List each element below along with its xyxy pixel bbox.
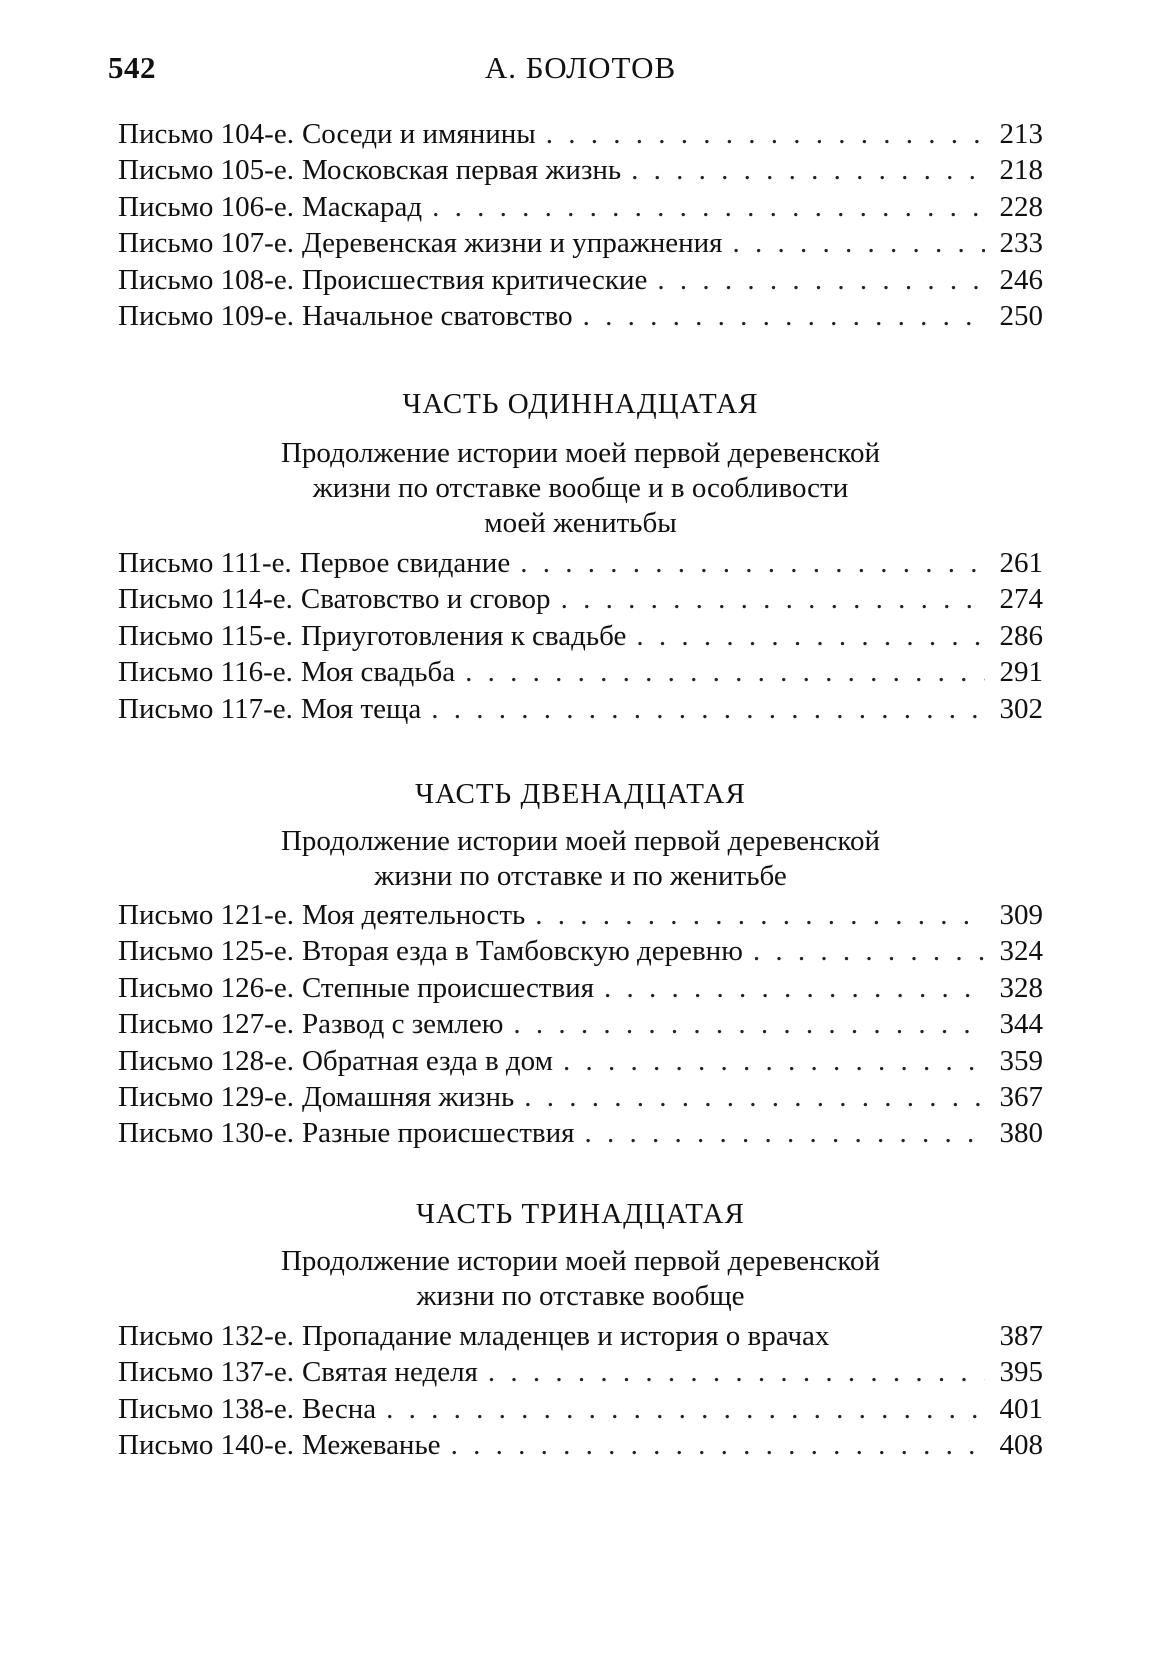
toc-entry-page: 274 [999, 583, 1043, 616]
toc-entry-number: Письмо 121-е. [118, 899, 294, 931]
toc-entry-page: 218 [999, 154, 1043, 187]
toc-entry-page: 286 [999, 619, 1043, 652]
toc-entry-page: 309 [999, 899, 1043, 931]
toc-list-continuation [118, 118, 1043, 336]
toc-entry-page: 324 [999, 935, 1043, 968]
toc-entry-number: Письмо 138-е. [118, 1392, 294, 1425]
toc-entry-title: Весна [301, 1392, 377, 1425]
toc-entry-page: 367 [999, 1080, 1043, 1113]
toc-entry-title: Моя свадьба [300, 656, 456, 689]
toc-entry-title: Межеванье [301, 1429, 441, 1462]
toc-list-part-thirteen [118, 1320, 1043, 1466]
toc-entry-page: 380 [999, 1117, 1043, 1150]
running-title: А. БОЛОТОВ [484, 50, 677, 85]
running-head [108, 50, 1053, 90]
toc-entry-number: Письмо 105-е. [118, 154, 294, 187]
toc-entry [118, 118, 1043, 154]
dot-leader [432, 191, 985, 224]
toc-entry-number: Письмо 129-е. [118, 1080, 294, 1113]
toc-entry-number: Письмо 132-е. [118, 1320, 294, 1352]
toc-entry-number: Письмо 130-е. [118, 1117, 294, 1150]
toc-list-part-twelve [118, 899, 1043, 1154]
toc-entry [118, 620, 1043, 656]
toc-entry [118, 300, 1043, 336]
toc-entry-page: 302 [999, 692, 1043, 725]
toc-entry-number: Письмо 126-е. [118, 971, 294, 1004]
toc-entry-title: Приуготовления к свадьбе [300, 619, 627, 652]
toc-entry [118, 547, 1043, 583]
toc-entry-title: Первое свидание [299, 547, 511, 579]
toc-entry-number: Письмо 115-е. [118, 619, 293, 652]
dot-leader [524, 1081, 985, 1114]
toc-entry-page: 344 [999, 1008, 1043, 1041]
dot-leader [657, 264, 985, 297]
toc-entry-number: Письмо 107-е. [118, 227, 294, 260]
toc-entry [118, 1081, 1043, 1117]
toc-entry [118, 972, 1043, 1008]
dot-leader [488, 1356, 985, 1389]
toc-entry-number: Письмо 128-е. [118, 1044, 294, 1077]
toc-entry [118, 154, 1043, 190]
part-subtitle-line: Продолжение истории моей первой деревенской [280, 825, 881, 857]
toc-entry-title: Соседи и имянины [301, 118, 536, 150]
toc-entry-page: 387 [999, 1320, 1043, 1352]
part-subtitle-thirteen [108, 1244, 1053, 1314]
toc-entry-page: 233 [999, 227, 1043, 260]
dot-leader [513, 1008, 985, 1041]
part-subtitle-line: жизни по отставке и по женитьбе [374, 860, 787, 892]
dot-leader [431, 693, 985, 726]
toc-entry [118, 656, 1043, 692]
part-subtitle-line: Продолжение истории моей первой деревенской [280, 1245, 881, 1277]
toc-entry-page: 213 [999, 118, 1043, 150]
dot-leader [584, 1117, 985, 1150]
toc-entry [118, 1393, 1043, 1429]
toc-entry-number: Письмо 125-е. [118, 935, 294, 968]
toc-entry-number: Письмо 116-е. [118, 656, 293, 689]
toc-entry [118, 583, 1043, 619]
toc-entry [118, 1008, 1043, 1044]
toc-entry [118, 693, 1043, 729]
toc-entry-page: 359 [999, 1044, 1043, 1077]
toc-entry-title: Домашняя жизнь [301, 1080, 515, 1113]
toc-entry-number: Письмо 127-е. [118, 1008, 294, 1041]
toc-entry-title: Святая неделя [301, 1356, 478, 1389]
dot-leader [465, 656, 985, 689]
toc-entry-number: Письмо 109-е. [118, 299, 294, 332]
dot-leader [733, 227, 986, 260]
toc-entry-title: Пропадание младенцев и история о врачах [301, 1320, 830, 1352]
toc-entry [118, 1045, 1043, 1081]
toc-entry-page: 408 [999, 1429, 1043, 1462]
toc-entry-page: 291 [999, 656, 1043, 689]
toc-entry-page: 395 [999, 1356, 1043, 1389]
dot-leader [604, 972, 985, 1005]
dot-leader [451, 1429, 985, 1462]
toc-entry-page: 250 [999, 299, 1043, 332]
toc-entry-number: Письмо 111-е. [118, 547, 292, 579]
toc-entry-title: Начальное сватовство [301, 299, 573, 332]
toc-entry [118, 191, 1043, 227]
toc-entry-page: 228 [999, 190, 1043, 223]
dot-leader [753, 935, 985, 968]
toc-entry-number: Письмо 114-е. [118, 583, 293, 616]
toc-entry-title: Маскарад [301, 190, 423, 223]
part-heading-twelve: ЧАСТЬ ДВЕНАДЦАТАЯ [415, 778, 746, 810]
toc-entry-number: Письмо 108-е. [118, 263, 294, 296]
dot-leader [386, 1393, 985, 1426]
toc-entry-page: 261 [999, 547, 1043, 579]
toc-entry-page: 328 [999, 971, 1043, 1004]
toc-entry-title: Степные происшествия [301, 971, 595, 1004]
toc-entry-number: Письмо 106-е. [118, 190, 294, 223]
dot-leader [636, 620, 985, 653]
dot-leader [563, 1045, 985, 1078]
toc-entry-title: Моя деятельность [301, 899, 526, 931]
toc-entry [118, 899, 1043, 935]
toc-entry-title: Разные происшествия [301, 1117, 575, 1150]
toc-entry [118, 264, 1043, 300]
part-subtitle-twelve [108, 824, 1053, 894]
toc-entry-title: Моя теща [300, 692, 422, 725]
toc-entry [118, 935, 1043, 971]
dot-leader [520, 547, 985, 580]
toc-entry-number: Письмо 140-е. [118, 1429, 294, 1462]
toc-entry-number: Письмо 137-е. [118, 1356, 294, 1389]
dot-leader [631, 154, 985, 187]
toc-entry [118, 1117, 1043, 1153]
part-subtitle-line: жизни по отставке вообще [416, 1280, 745, 1312]
dot-leader [546, 118, 985, 151]
toc-entry-title: Сватовство и сговор [300, 583, 551, 616]
toc-entry-title: Происшествия критические [301, 263, 648, 296]
page-number: 542 [108, 50, 156, 85]
toc-entry-title: Московская первая жизнь [301, 154, 622, 187]
part-subtitle-line: моей женитьбы [484, 507, 677, 539]
toc-entry-number: Письмо 104-е. [118, 118, 294, 150]
part-subtitle-line: жизни по отставке вообще и в особливости [312, 472, 849, 504]
toc-entry-title: Развод с землею [301, 1008, 504, 1041]
dot-leader [561, 583, 985, 616]
dot-leader [535, 899, 985, 932]
part-subtitle-line: Продолжение истории моей первой деревенской [280, 437, 881, 469]
toc-entry [118, 227, 1043, 263]
toc-entry [118, 1429, 1043, 1465]
part-heading-eleven: ЧАСТЬ ОДИННАДЦАТАЯ [402, 388, 759, 420]
toc-entry-page: 401 [999, 1392, 1043, 1425]
toc-entry [118, 1320, 1043, 1356]
toc-entry-title: Обратная езда в дом [301, 1044, 553, 1077]
toc-entry-title: Вторая езда в Тамбовскую деревню [301, 935, 743, 968]
toc-entry-number: Письмо 117-е. [118, 692, 293, 725]
part-subtitle-eleven [108, 436, 1053, 541]
toc-entry-title: Деревенская жизни и упражнения [301, 227, 723, 260]
toc-entry [118, 1356, 1043, 1392]
part-heading-thirteen: ЧАСТЬ ТРИНАДЦАТАЯ [416, 1198, 745, 1230]
toc-list-part-eleven [118, 547, 1043, 729]
dot-leader [583, 300, 985, 333]
toc-entry-page: 246 [999, 263, 1043, 296]
